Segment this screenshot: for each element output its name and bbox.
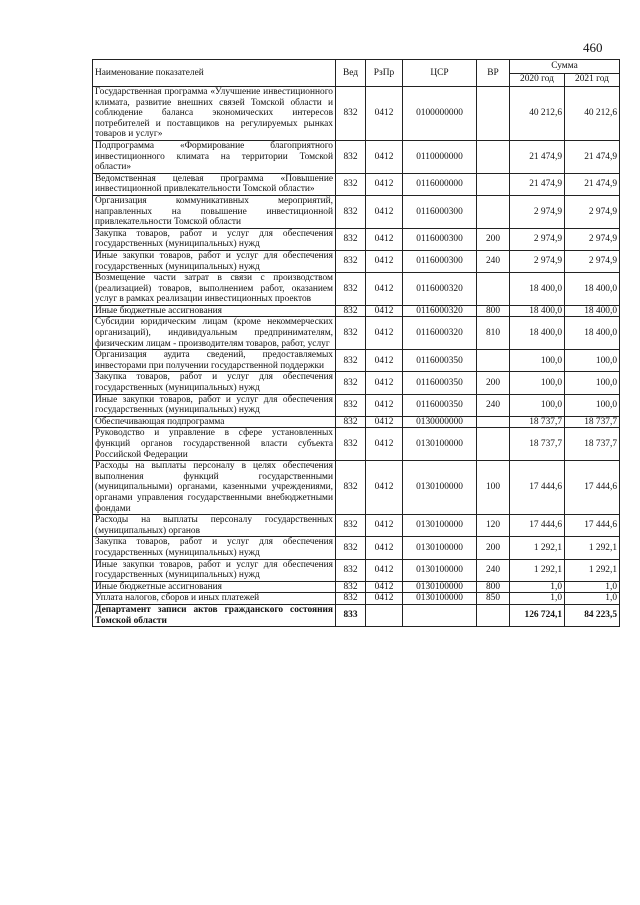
cell-rzpr: 0412 [366, 581, 403, 593]
cell-ved: 832 [336, 228, 366, 250]
cell-sum-2020: 18 400,0 [510, 317, 565, 350]
cell-sum-2021: 1,0 [565, 581, 620, 593]
header-vr: ВР [477, 60, 510, 87]
table-row [93, 173, 620, 195]
cell-vr: 120 [477, 515, 510, 537]
cell-ved: 832 [336, 87, 366, 141]
cell-sum-2020: 17 444,6 [510, 461, 565, 515]
cell-sum-2020: 18 400,0 [510, 305, 565, 317]
cell-sum-2021: 18 400,0 [565, 273, 620, 306]
cell-sum-2020: 1 292,1 [510, 559, 565, 581]
cell-csr: 0116000300 [403, 228, 477, 250]
cell-csr: 0116000000 [403, 173, 477, 195]
page-number: 460 [583, 40, 603, 55]
table-row [93, 394, 620, 416]
cell-sum-2020: 21 474,9 [510, 140, 565, 173]
cell-sum-2020: 1 292,1 [510, 537, 565, 559]
header-rzpr: РзПр [366, 60, 403, 87]
cell-rzpr: 0412 [366, 317, 403, 350]
cell-csr: 0116000350 [403, 350, 477, 372]
cell-ved: 832 [336, 273, 366, 306]
table-row [93, 416, 620, 428]
table-row [93, 228, 620, 250]
cell-rzpr: 0412 [366, 428, 403, 461]
cell-vr: 200 [477, 228, 510, 250]
table-row [93, 604, 620, 626]
cell-sum-2021: 18 400,0 [565, 317, 620, 350]
cell-vr: 240 [477, 394, 510, 416]
cell-csr: 0130100000 [403, 428, 477, 461]
cell-csr [403, 604, 477, 626]
cell-rzpr: 0412 [366, 87, 403, 141]
cell-sum-2020: 21 474,9 [510, 173, 565, 195]
cell-sum-2021: 17 444,6 [565, 461, 620, 515]
cell-rzpr: 0412 [366, 515, 403, 537]
cell-ved: 832 [336, 428, 366, 461]
cell-vr [477, 350, 510, 372]
header-name: Наименование показателей [93, 60, 336, 87]
table-row [93, 140, 620, 173]
table-row [93, 515, 620, 537]
cell-ved: 832 [336, 581, 366, 593]
cell-vr: 800 [477, 305, 510, 317]
cell-csr: 0116000320 [403, 273, 477, 306]
table-row [93, 428, 620, 461]
cell-sum-2021: 21 474,9 [565, 140, 620, 173]
cell-rzpr: 0412 [366, 461, 403, 515]
cell-ved: 832 [336, 173, 366, 195]
cell-rzpr [366, 604, 403, 626]
cell-csr: 0116000300 [403, 195, 477, 228]
cell-rzpr: 0412 [366, 372, 403, 394]
cell-rzpr: 0412 [366, 140, 403, 173]
cell-ved: 832 [336, 416, 366, 428]
table-row [93, 593, 620, 605]
cell-sum-2020: 1,0 [510, 593, 565, 605]
cell-ved: 832 [336, 350, 366, 372]
cell-rzpr: 0412 [366, 273, 403, 306]
cell-vr [477, 195, 510, 228]
cell-name: Уплата налогов, сборов и иных платежей [93, 593, 336, 605]
cell-ved: 832 [336, 515, 366, 537]
cell-csr: 0100000000 [403, 87, 477, 141]
table-row [93, 537, 620, 559]
cell-name: Закупка товаров, работ и услуг для обеспечения государственных (муниципальных) нужд [93, 537, 336, 559]
cell-name: Закупка товаров, работ и услуг для обеспечения государственных (муниципальных) нужд [93, 372, 336, 394]
cell-rzpr: 0412 [366, 195, 403, 228]
cell-sum-2020: 100,0 [510, 350, 565, 372]
table-row [93, 317, 620, 350]
cell-sum-2021: 1 292,1 [565, 559, 620, 581]
cell-vr [477, 173, 510, 195]
cell-rzpr: 0412 [366, 228, 403, 250]
cell-name: Обеспечивающая подпрограмма [93, 416, 336, 428]
table-row [93, 250, 620, 272]
cell-csr: 0130100000 [403, 581, 477, 593]
cell-ved: 832 [336, 559, 366, 581]
cell-csr: 0116000320 [403, 305, 477, 317]
cell-csr: 0130000000 [403, 416, 477, 428]
table-row [93, 581, 620, 593]
cell-name: Государственная программа «Улучшение инвестиционного климата, развитие внешних связей Томской области и соблюдение баланса экономических интересов потребителей и поставщиков на регулируемых рынках товаров и услуг» [93, 87, 336, 141]
cell-rzpr: 0412 [366, 173, 403, 195]
cell-rzpr: 0412 [366, 305, 403, 317]
cell-sum-2021: 2 974,9 [565, 195, 620, 228]
cell-name: Подпрограмма «Формирование благоприятного инвестиционного климата на территории Томской области» [93, 140, 336, 173]
cell-sum-2021: 18 737,7 [565, 428, 620, 461]
cell-csr: 0110000000 [403, 140, 477, 173]
cell-name: Организация коммуникативных мероприятий, направленных на повышение инвестиционной привлекательности Томской области [93, 195, 336, 228]
table-row [93, 372, 620, 394]
cell-csr: 0116000350 [403, 394, 477, 416]
cell-ved: 833 [336, 604, 366, 626]
table-row [93, 559, 620, 581]
cell-ved: 832 [336, 250, 366, 272]
cell-vr: 800 [477, 581, 510, 593]
cell-vr: 850 [477, 593, 510, 605]
cell-sum-2020: 100,0 [510, 372, 565, 394]
header-ved: Вед [336, 60, 366, 87]
cell-csr: 0116000350 [403, 372, 477, 394]
cell-rzpr: 0412 [366, 394, 403, 416]
cell-csr: 0130100000 [403, 559, 477, 581]
cell-csr: 0130100000 [403, 515, 477, 537]
table-body [93, 87, 620, 627]
table-row [93, 273, 620, 306]
header-sum: Сумма [510, 60, 620, 74]
cell-name: Иные закупки товаров, работ и услуг для обеспечения государственных (муниципальных) нужд [93, 394, 336, 416]
cell-sum-2021: 21 474,9 [565, 173, 620, 195]
cell-csr: 0116000320 [403, 317, 477, 350]
cell-name: Руководство и управление в сфере установленных функций органов государственной власти субъекта Российской Федерации [93, 428, 336, 461]
header-2021: 2021 год [565, 73, 620, 87]
table-row [93, 350, 620, 372]
cell-sum-2021: 1,0 [565, 593, 620, 605]
cell-sum-2021: 2 974,9 [565, 250, 620, 272]
table-row [93, 195, 620, 228]
cell-sum-2020: 100,0 [510, 394, 565, 416]
cell-vr: 240 [477, 250, 510, 272]
header-csr: ЦСР [403, 60, 477, 87]
cell-rzpr: 0412 [366, 559, 403, 581]
cell-vr: 240 [477, 559, 510, 581]
cell-sum-2020: 17 444,6 [510, 515, 565, 537]
cell-name: Иные закупки товаров, работ и услуг для обеспечения государственных (муниципальных) нужд [93, 250, 336, 272]
cell-sum-2020: 126 724,1 [510, 604, 565, 626]
cell-sum-2021: 100,0 [565, 394, 620, 416]
cell-sum-2020: 2 974,9 [510, 195, 565, 228]
cell-vr [477, 604, 510, 626]
cell-name: Закупка товаров, работ и услуг для обеспечения государственных (муниципальных) нужд [93, 228, 336, 250]
cell-vr [477, 416, 510, 428]
cell-ved: 832 [336, 317, 366, 350]
cell-vr: 810 [477, 317, 510, 350]
cell-sum-2021: 40 212,6 [565, 87, 620, 141]
cell-sum-2020: 18 737,7 [510, 428, 565, 461]
cell-vr [477, 273, 510, 306]
cell-csr: 0130100000 [403, 461, 477, 515]
cell-name: Расходы на выплаты персоналу государственных (муниципальных) органов [93, 515, 336, 537]
table-row [93, 305, 620, 317]
cell-sum-2021: 100,0 [565, 350, 620, 372]
cell-sum-2020: 2 974,9 [510, 228, 565, 250]
cell-name: Департамент записи актов гражданского состояния Томской области [93, 604, 336, 626]
cell-vr [477, 140, 510, 173]
cell-sum-2021: 100,0 [565, 372, 620, 394]
cell-sum-2020: 18 737,7 [510, 416, 565, 428]
cell-sum-2021: 84 223,5 [565, 604, 620, 626]
cell-ved: 832 [336, 394, 366, 416]
cell-name: Организация аудита сведений, предоставляемых инвесторами при получении государственной поддержки [93, 350, 336, 372]
cell-csr: 0116000300 [403, 250, 477, 272]
table-row [93, 461, 620, 515]
cell-name: Субсидии юридическим лицам (кроме некоммерческих организаций), индивидуальным предпринимателям, физическим лицам - производителям товаров, работ, услуг [93, 317, 336, 350]
cell-name: Возмещение части затрат в связи с производством (реализацией) товаров, выполнением работ, оказанием услуг в рамках реализации инвестиционных проектов [93, 273, 336, 306]
cell-rzpr: 0412 [366, 250, 403, 272]
cell-ved: 832 [336, 461, 366, 515]
cell-ved: 832 [336, 372, 366, 394]
cell-name: Иные закупки товаров, работ и услуг для обеспечения государственных (муниципальных) нужд [93, 559, 336, 581]
cell-name: Иные бюджетные ассигнования [93, 305, 336, 317]
cell-sum-2020: 18 400,0 [510, 273, 565, 306]
cell-rzpr: 0412 [366, 593, 403, 605]
cell-rzpr: 0412 [366, 350, 403, 372]
cell-sum-2020: 40 212,6 [510, 87, 565, 141]
cell-rzpr: 0412 [366, 416, 403, 428]
cell-ved: 832 [336, 305, 366, 317]
cell-name: Расходы на выплаты персоналу в целях обеспечения выполнения функций государственными (муниципальными) органами, казенными учреждениями, органами управления государственными внебюджетными фондами [93, 461, 336, 515]
cell-ved: 832 [336, 537, 366, 559]
cell-sum-2021: 18 737,7 [565, 416, 620, 428]
budget-table [92, 59, 620, 627]
cell-sum-2020: 2 974,9 [510, 250, 565, 272]
cell-csr: 0130100000 [403, 593, 477, 605]
cell-vr: 100 [477, 461, 510, 515]
cell-sum-2021: 2 974,9 [565, 228, 620, 250]
cell-csr: 0130100000 [403, 537, 477, 559]
cell-vr: 200 [477, 537, 510, 559]
cell-name: Ведомственная целевая программа «Повышение инвестиционной привлекательности Томской области» [93, 173, 336, 195]
cell-ved: 832 [336, 140, 366, 173]
cell-vr: 200 [477, 372, 510, 394]
cell-name: Иные бюджетные ассигнования [93, 581, 336, 593]
cell-ved: 832 [336, 593, 366, 605]
table-header [93, 60, 620, 87]
cell-sum-2021: 1 292,1 [565, 537, 620, 559]
header-2020: 2020 год [510, 73, 565, 87]
table-row [93, 87, 620, 141]
cell-sum-2021: 18 400,0 [565, 305, 620, 317]
cell-ved: 832 [336, 195, 366, 228]
cell-rzpr: 0412 [366, 537, 403, 559]
cell-sum-2021: 17 444,6 [565, 515, 620, 537]
cell-vr [477, 87, 510, 141]
cell-sum-2020: 1,0 [510, 581, 565, 593]
cell-vr [477, 428, 510, 461]
